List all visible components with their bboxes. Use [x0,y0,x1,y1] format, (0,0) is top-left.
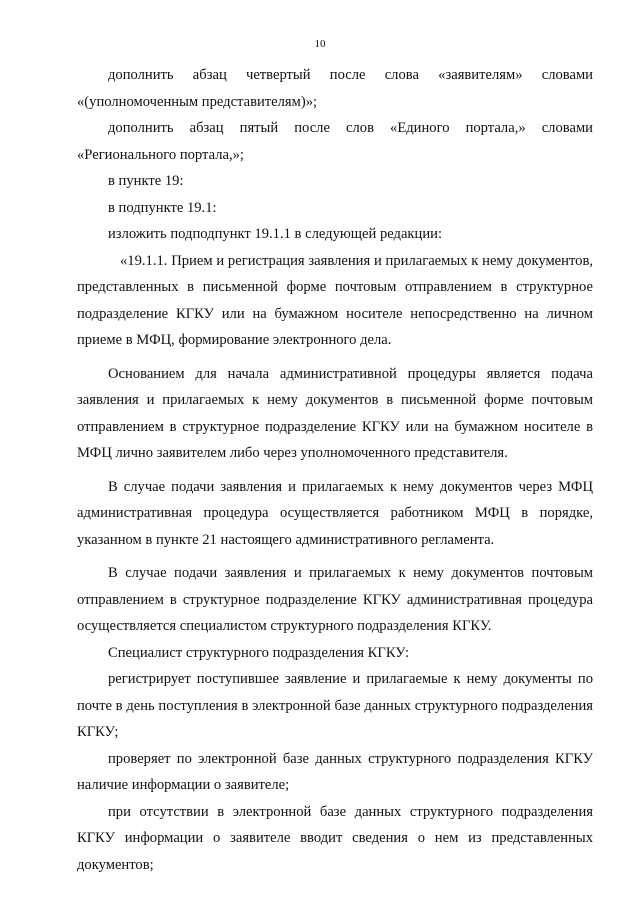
paragraph-specialist-heading: Специалист структурного подразделения КГКУ: [108,644,410,661]
paragraph-enters-data: при отсутствии в электронной базе данных структурного подразделения КГКУ информации о заявителе вводит сведения о нем из представленных документов; [77,803,593,873]
paragraph-amend-fifth: дополнить абзац пятый после слов «Единого портала,» словами «Регионального портала,»; [77,120,593,163]
paragraph-19-1-1-text: «19.1.1. Прием и регистрация заявления и прилагаемых к нему документов, представленных в письменной форме почтовым отправлением в структурное подразделение КГКУ или на бумажном носителе непосредственно на личном приеме в МФЦ, формирование электронного дела. [77,252,593,348]
paragraph-restate-19-1-1: изложить подподпункт 19.1.1 в следующей редакции: [108,226,443,242]
page-number: 10 [314,38,326,50]
paragraph-postal-submission: В случае подачи заявления и прилагаемых к нему документов почтовым отправлением в структурное подразделение КГКУ административная процедура осуществляется специалистом структурного подразделения КГКУ. [77,565,593,634]
paragraph-point-19: в пункте 19: [108,173,184,189]
paragraph-amend-fourth: дополнить абзац четвертый после слова «заявителям» словами «(уполномоченным представителям)»; [77,67,593,110]
paragraph-procedure-basis: Основанием для начала административной процедуры является подача заявления и прилагаемых к нему документов в письменной форме почтовым отправлением в структурное подразделение КГКУ или на бумажном носителе в МФЦ лично заявителем либо через уполномоченного представителя. [77,365,593,461]
paragraph-subpoint-19-1: в подпункте 19.1: [108,199,217,216]
paragraph-mfc-submission: В случае подачи заявления и прилагаемых к нему документов через МФЦ административная процедура осуществляется работником МФЦ в порядке, указанном в пункте 21 настоящего административного регламента. [77,478,593,548]
paragraph-registers: регистрирует поступившее заявление и прилагаемые к нему документы по почте в день поступления в электронной базе данных структурного подразделения КГКУ; [77,671,593,740]
document-body [77,62,593,878]
paragraph-checks: проверяет по электронной базе данных структурного подразделения КГКУ наличие информации о заявителе; [77,750,593,793]
